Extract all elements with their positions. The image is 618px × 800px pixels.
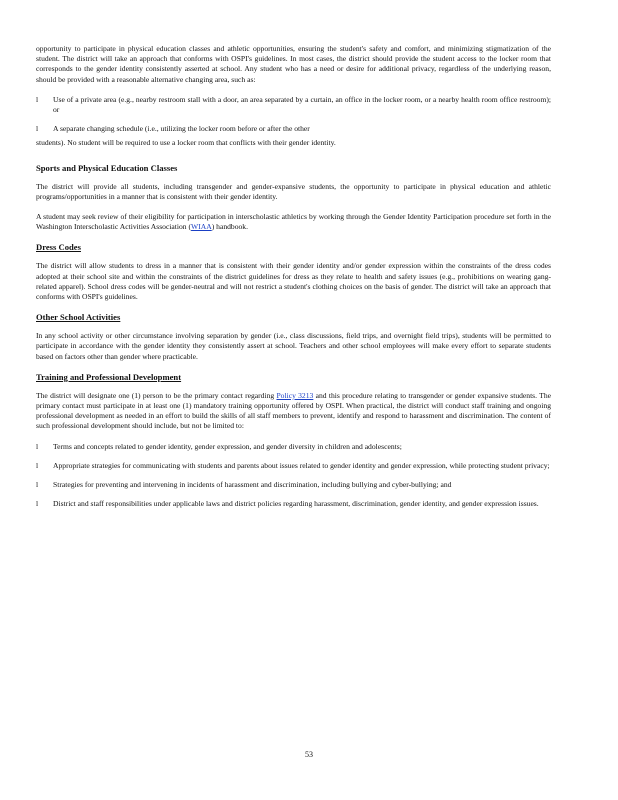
bullet-marker: l bbox=[36, 480, 39, 490]
list-item bbox=[36, 480, 551, 490]
list-item-text: District and staff responsibilities under applicable laws and district policies regarding harassment, discrimination, gender identity, and gender expression issues. bbox=[53, 499, 539, 509]
list-item bbox=[36, 124, 551, 134]
dress-codes-paragraph: The district will allow students to dress in a manner that is consistent with their gender identity and/or gender expression within the constraints of the dress codes adopted at their school site and within the constraints of the district guidelines for dress as they relate to health and safety issues (e.g., prohibitions on wearing gang-related apparel). School dress codes will be gender-neutral and will not restrict a student's clothing choices on the basis of gender. The district will take an approach that conforms with OSPI's guidelines. bbox=[36, 261, 551, 302]
bullet-marker: l bbox=[36, 124, 39, 134]
bullet-marker: l bbox=[36, 441, 39, 451]
training-paragraph bbox=[36, 391, 551, 432]
bullet-marker: l bbox=[36, 460, 39, 470]
list-item bbox=[36, 499, 551, 509]
sports-paragraph-1: The district will provide all students, including transgender and gender-expansive students, the opportunity to participate in physical education and athletic programs/opportunities in a manner that is consistent with their gender identity. bbox=[36, 181, 551, 201]
training-paragraph-rest: and this procedure relating to transgender or gender expansive students. The primary contact must participate in at least one (1) mandatory training opportunity offered by OSPI. When practical, the district will conduct staff training and ongoing professional development as needed in an effort to build the skills of all staff members to prevent, identify and respond to harassment and discrimination. The content of such professional development should include, but not be limited to: bbox=[36, 390, 551, 431]
list-item bbox=[36, 95, 551, 115]
section-heading-sports: Sports and Physical Education Classes bbox=[36, 162, 178, 173]
sports-paragraph-2 bbox=[36, 212, 551, 232]
training-paragraph-text: The district will designate one (1) person to be the primary contact regarding bbox=[36, 390, 277, 400]
sports-paragraph-2-text: A student may seek review of their eligibility for participation in interscholastic athletics by working through the Gender Identity Participation procedure set forth in the Washington Interscholastic Activities Association ( bbox=[36, 212, 551, 232]
list-item bbox=[36, 461, 551, 471]
list-item bbox=[36, 442, 551, 452]
list-item-text: Strategies for preventing and intervening in incidents of harassment and discrimination, including bullying and cyber-bullying; and bbox=[53, 480, 452, 490]
sports-paragraph-2-end: ) handbook. bbox=[211, 222, 248, 232]
list-item-text: Use of a private area (e.g., nearby restroom stall with a door, an area separated by a curtain, an office in the locker room, or a nearby health room office restroom); or bbox=[53, 94, 551, 115]
bullet-marker: l bbox=[36, 94, 39, 104]
list-item-text: A separate changing schedule (i.e., utilizing the locker room before or after the other bbox=[53, 124, 310, 134]
list-continuation: students). No student will be required to use a locker room that conflicts with their gender identity. bbox=[36, 138, 336, 148]
section-heading-dress-codes: Dress Codes bbox=[36, 242, 81, 253]
wiaa-link[interactable]: WIAA bbox=[191, 222, 212, 232]
bullet-marker: l bbox=[36, 499, 39, 509]
list-item-text: Appropriate strategies for communicating with students and parents about issues related to gender identity and gender expression, while protecting student privacy; bbox=[53, 460, 550, 470]
section-heading-other-activities: Other School Activities bbox=[36, 312, 121, 323]
page-number: 53 bbox=[305, 750, 313, 759]
document-page bbox=[36, 44, 551, 518]
other-activities-paragraph: In any school activity or other circumstance involving separation by gender (i.e., class discussions, field trips, and overnight field trips), students will be permitted to participate in accordance with the gender identity they consistently assert at school. Teachers and other school employees will make every effort to separate students based on factors other than gender where practicable. bbox=[36, 331, 551, 361]
list-item-text: Terms and concepts related to gender identity, gender expression, and gender diversity in children and adolescents; bbox=[53, 441, 402, 451]
policy-3213-link[interactable]: Policy 3213 bbox=[276, 390, 314, 400]
intro-paragraph: opportunity to participate in physical education classes and athletic opportunities, ensuring the student's safety and comfort, and minimizing stigmatization of the student. The district will take an approach that conforms with OSPI's guidelines. In most cases, the district should provide the student access to the locker room that corresponds to the gender identity consistently asserted at school. Any student who has a need or desire for additional privacy, regardless of the underlying reason, should be provided with a reasonable alternative changing area, such as: bbox=[36, 44, 551, 84]
section-heading-training: Training and Professional Development bbox=[36, 371, 182, 382]
